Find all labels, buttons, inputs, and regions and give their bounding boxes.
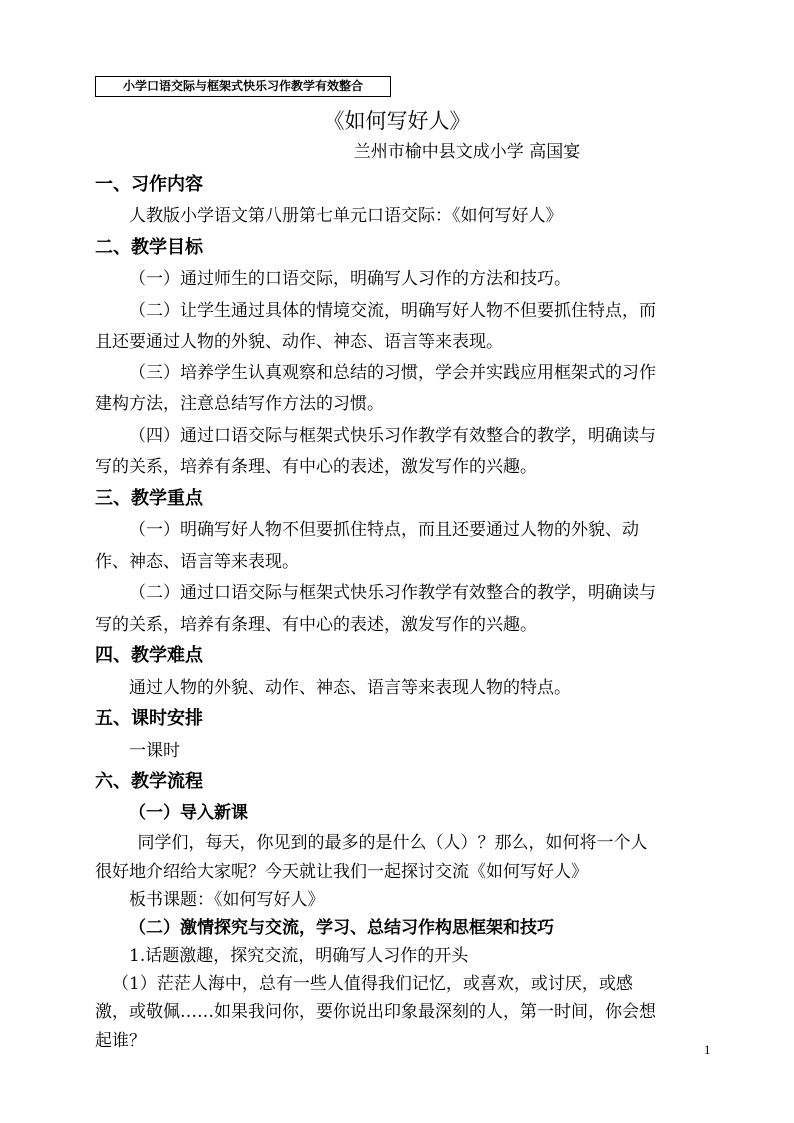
body-line: 很好地介绍给大家呢？今天就让我们一起探讨交流《如何写好人》 (95, 862, 588, 882)
body-line: 写的关系，培养有条理、有中心的表述，激发写作的兴趣。 (95, 457, 537, 477)
section-heading: 五、课时安排 (95, 708, 203, 729)
body-line: 写的关系，培养有条理、有中心的表述，激发写作的兴趣。 (95, 615, 537, 635)
body-line: （三）培养学生认真观察和总结的习惯，学会并实践应用框架式的习作 (129, 363, 656, 383)
body-line: 一课时 (129, 741, 180, 761)
body-line: 且还要通过人物的外貌、动作、神态、语言等来表现。 (95, 332, 503, 352)
page-number: 1 (704, 1042, 711, 1057)
body-line: 作、神态、语言等来表现。 (95, 552, 299, 572)
subsection-heading: （二）激情探究与交流，学习、总结习作构思框架和技巧 (129, 918, 554, 938)
body-line: 激，或敬佩……如果我问你，要你说出印象最深刻的人，第一时间，你会想 (95, 1002, 656, 1022)
body-line: （1）茫茫人海中，总有一些人值得我们记忆，或喜欢，或讨厌，或感 (112, 974, 633, 994)
body-line: 人教版小学语文第八册第七单元口语交际：《如何写好人》 (129, 206, 563, 226)
section-heading: 一、习作内容 (95, 174, 203, 195)
section-heading: 二、教学目标 (95, 237, 203, 258)
body-line: 1.话题激趣，探究交流，明确写人习作的开头 (129, 946, 469, 966)
body-line: 同学们，每天，你见到的最多的是什么（人）？那么，如何将一个人 (137, 833, 648, 853)
body-line: 建构方法，注意总结写作方法的习惯。 (95, 394, 384, 414)
header-label: 小学口语交际与框架式快乐习作教学有效整合 (95, 76, 391, 97)
body-line: （四）通过口语交际与框架式快乐习作教学有效整合的教学，明确读与 (129, 426, 656, 446)
section-heading: 三、教学重点 (95, 488, 203, 509)
body-line: （一）通过师生的口语交际，明确写人习作的方法和技巧。 (129, 269, 571, 289)
document-title: 《如何写好人》 (323, 109, 471, 133)
body-line: （一）明确写好人物不但要抓住特点，而且还要通过人物的外貌、动 (129, 520, 639, 540)
section-heading: 四、教学难点 (95, 645, 203, 666)
subsection-heading: （一）导入新课 (129, 803, 248, 823)
section-heading: 六、教学流程 (95, 771, 203, 792)
body-line: （二）让学生通过具体的情境交流，明确写好人物不但要抓住特点，而 (129, 301, 656, 321)
author-line: 兰州市榆中县文成小学 高国宴 (353, 142, 581, 162)
body-line: 板书课题：《如何写好人》 (129, 890, 325, 910)
body-line: 起谁？ (95, 1031, 146, 1051)
body-line: 通过人物的外貌、动作、神态、语言等来表现人物的特点。 (129, 678, 571, 698)
body-line: （二）通过口语交际与框架式快乐习作教学有效整合的教学，明确读与 (129, 583, 656, 603)
